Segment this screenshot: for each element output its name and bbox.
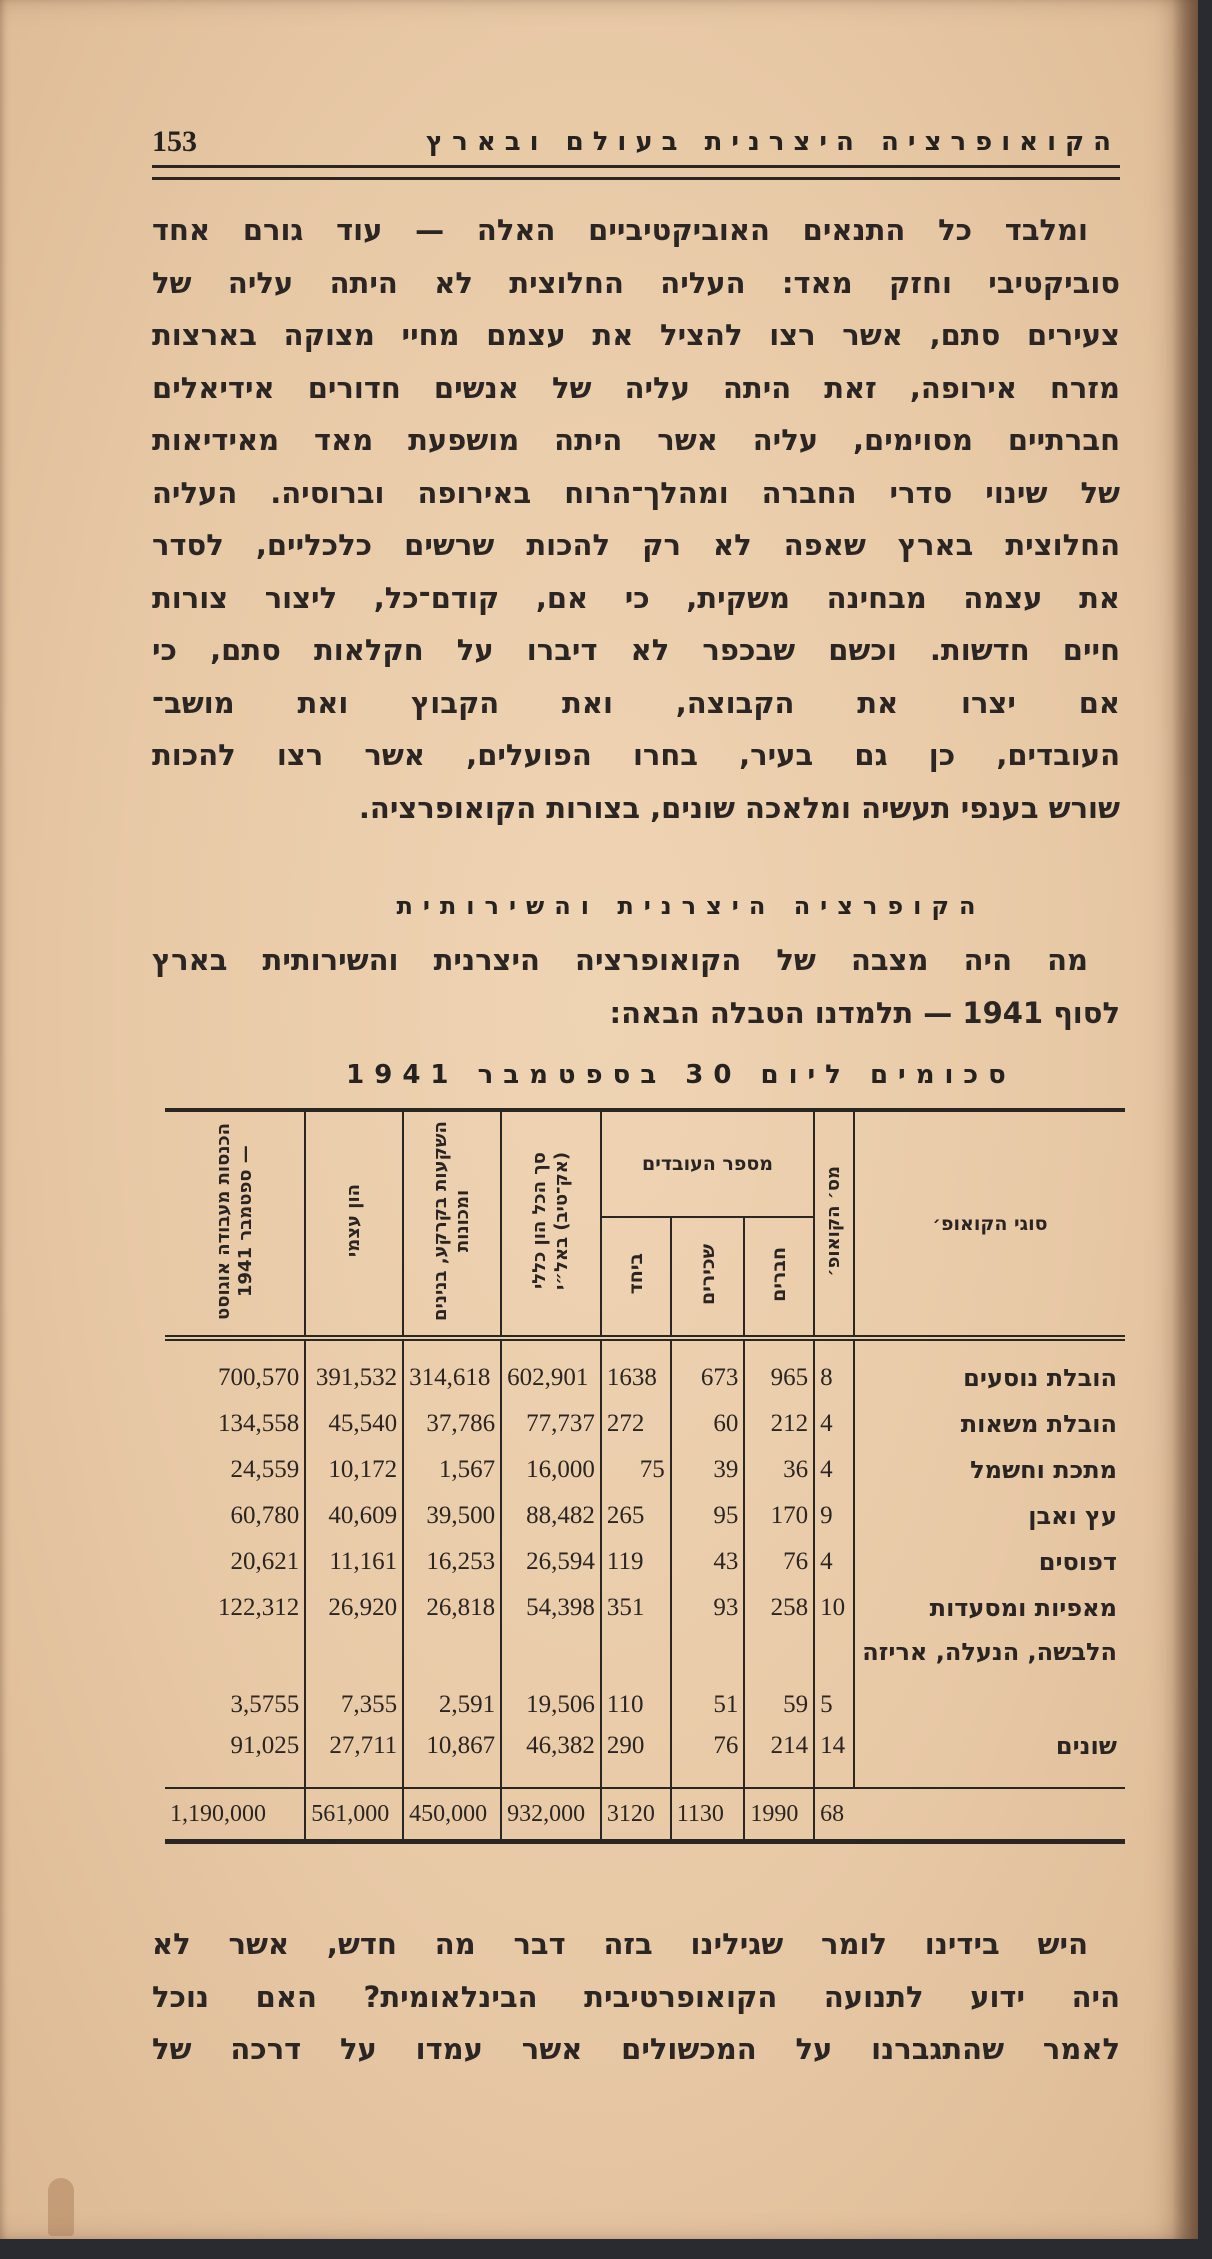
cell-hired: 673 <box>671 1338 745 1401</box>
cell-type: הובלת נוסעים <box>854 1338 1125 1401</box>
cell-income: 134,558 <box>218 1410 300 1437</box>
cell-count: 4 <box>814 1539 854 1585</box>
cell-total-capital: 19,506 <box>501 1631 601 1723</box>
table-row <box>165 1493 1125 1539</box>
cell-income: 700,570 <box>218 1364 300 1391</box>
cell-investments: 16,253 <box>403 1539 501 1585</box>
paragraph-2 <box>152 1918 1120 2076</box>
cell-total-capital: 46,382 <box>501 1723 601 1788</box>
section-title: הקופרציה היצרנית והשירותית <box>396 892 986 920</box>
cell-hired: 51 <box>671 1631 745 1723</box>
text-line: חיים חדשות. וכשם שבכפר לא דיברו על חקלאות סתם, כי <box>152 633 1120 667</box>
text-line: את עצמה מבחינה משקית, כי אם, קודם־כל, ליצור צורות <box>152 580 1120 615</box>
table-row <box>165 1723 1125 1788</box>
cell-type: הובלת משאות <box>854 1401 1125 1447</box>
header-rule <box>152 165 1120 180</box>
cell-total-workers: 119 <box>601 1539 671 1585</box>
cell-hired: 95 <box>671 1493 745 1539</box>
cell-income: 3,5755 <box>230 1691 300 1718</box>
cell-total-workers: 290 <box>601 1723 671 1788</box>
cell-own-capital: 10,172 <box>305 1447 403 1493</box>
cell-total-capital: 602,901 <box>501 1338 601 1401</box>
table-row <box>165 1401 1125 1447</box>
cell-income: 91,025 <box>230 1732 300 1759</box>
cell-type: שונים <box>854 1723 1125 1788</box>
total-members: 1990 <box>744 1788 814 1842</box>
cell-total-workers: 265 <box>601 1493 671 1539</box>
total-income: 1,190,000 <box>165 1788 305 1842</box>
cell-hired: 93 <box>671 1585 745 1631</box>
header-total-capital: סך הכל הון כללי (אק־טיב) באל״י <box>501 1110 601 1338</box>
cell-own-capital: 45,540 <box>305 1401 403 1447</box>
cell-hired: 39 <box>671 1447 745 1493</box>
page-spine-shadow <box>1172 0 1198 2239</box>
cell-members: 214 <box>744 1723 814 1788</box>
text-line: ומלבד כל התנאים האוביקטיביים האלה — עוד גורם אחד <box>152 213 1088 247</box>
cell-members: 212 <box>744 1401 814 1447</box>
totals-row <box>165 1788 1125 1842</box>
page-number: 153 <box>152 125 197 158</box>
text-line: היש בידינו לומר שגילינו בזה דבר מה חדש, אשר לא <box>152 1927 1088 1961</box>
cell-investments: 26,818 <box>403 1585 501 1631</box>
cell-count: 4 <box>814 1401 854 1447</box>
cell-type: דפוסים <box>854 1539 1125 1585</box>
header-count: מס׳ הקואופ׳ <box>814 1110 854 1338</box>
running-title: הקואופרציה היצרנית בעולם ובארץ <box>425 127 1120 157</box>
paper-stain <box>48 2178 74 2236</box>
header-own-capital: הון עצמי <box>305 1110 403 1338</box>
running-header <box>152 120 1120 164</box>
cell-total-capital: 88,482 <box>501 1493 601 1539</box>
cell-total-capital: 26,594 <box>501 1539 601 1585</box>
cell-total-workers: 272 <box>601 1401 671 1447</box>
cell-own-capital: 26,920 <box>305 1585 403 1631</box>
cell-members: 965 <box>744 1338 814 1401</box>
text-line: מה היה מצבה של הקואופרציה היצרנית והשירותית בארץ <box>152 943 1088 977</box>
cell-income: 60,780 <box>230 1502 300 1529</box>
table-row <box>165 1539 1125 1585</box>
cell-total-workers: 1638 <box>601 1338 671 1401</box>
table-row <box>165 1338 1125 1401</box>
cell-count: 8 <box>814 1338 854 1401</box>
header-type: סוגי הקואופ׳ <box>854 1110 1125 1338</box>
total-capital: 932,000 <box>501 1788 601 1842</box>
total-investments: 450,000 <box>403 1788 501 1842</box>
cell-type: מאפיות ומסעדות <box>854 1585 1125 1631</box>
cell-investments: 37,786 <box>403 1401 501 1447</box>
table-row <box>165 1447 1125 1493</box>
cell-income: 24,559 <box>230 1456 300 1483</box>
text-line: של שינוי סדרי החברה ומהלך־הרוח באירופה וברוסיה. העליה <box>152 475 1120 510</box>
cell-total-capital: 54,398 <box>501 1585 601 1631</box>
cell-type: מתכת וחשמל <box>854 1447 1125 1493</box>
text-line: אם יצרו את הקבוצה, ואת הקבוץ ואת מושב־ <box>152 685 1120 720</box>
cell-hired: 60 <box>671 1401 745 1447</box>
cell-members: 170 <box>744 1493 814 1539</box>
cell-investments: 39,500 <box>403 1493 501 1539</box>
total-own-capital: 561,000 <box>305 1788 403 1842</box>
table-caption: סכומים ליום 30 בספטמבר 1941 <box>346 1060 1016 1090</box>
cell-total-capital: 77,737 <box>501 1401 601 1447</box>
cooperatives-table <box>165 1108 1125 1844</box>
cell-income: 122,312 <box>218 1594 300 1621</box>
text-line: שורש בענפי תעשיה ומלאכה שונים, בצורות הקואופרציה. <box>358 790 1120 825</box>
cell-total-capital: 16,000 <box>501 1447 601 1493</box>
cell-own-capital: 7,355 <box>305 1631 403 1723</box>
cell-total-workers: 75 <box>601 1447 671 1493</box>
text-line: מזרח אירופה, זאת היתה עליה של אנשים חדורים אידיאלים <box>152 370 1120 405</box>
cell-own-capital: 391,532 <box>305 1338 403 1401</box>
cell-members: 59 <box>744 1631 814 1723</box>
header-hired: שכירים <box>671 1217 745 1338</box>
header-total-workers: ביחד <box>601 1217 671 1338</box>
cell-own-capital: 27,711 <box>305 1723 403 1788</box>
header-investments: השקעות בקרקע, בנינים ומכונות <box>403 1110 501 1338</box>
cell-hired: 76 <box>671 1723 745 1788</box>
cell-investments: 2,591 <box>403 1631 501 1723</box>
text-line: העובדים, כן גם בעיר, בחרו הפועלים, אשר רצו להכות <box>152 738 1120 772</box>
cell-count: 10 <box>814 1585 854 1631</box>
text-line: היה ידוע לתנועה הקואופרטיבית הבינלאומית? האם נוכל <box>152 1979 1120 2014</box>
cell-count: 5 <box>814 1631 854 1723</box>
cell-count: 14 <box>814 1723 854 1788</box>
cell-count: 4 <box>814 1447 854 1493</box>
cell-hired: 43 <box>671 1539 745 1585</box>
text-line: לסוף 1941 — תלמדנו הטבלה הבאה: <box>609 995 1120 1030</box>
cell-count: 9 <box>814 1493 854 1539</box>
cell-members: 258 <box>744 1585 814 1631</box>
cell-type: הלבשה, הנעלה, אריזה <box>854 1631 1125 1723</box>
section-intro <box>152 934 1120 1039</box>
total-count: 68 <box>814 1788 854 1842</box>
text-line: החלוצית בארץ שאפה לא רק להכות שרשים כלכליים, לסדר <box>152 528 1120 562</box>
paragraph-1 <box>152 204 1120 834</box>
text-line: חברתיים מסוימים, עליה אשר היתה מושפעת מאד מאידיאות <box>152 423 1120 457</box>
total-workers: 3120 <box>601 1788 671 1842</box>
cell-type: עץ ואבן <box>854 1493 1125 1539</box>
text-line: סוביקטיבי וחזק מאד: העליה החלוצית לא היתה עליה של <box>152 265 1120 300</box>
total-hired: 1130 <box>671 1788 745 1842</box>
table-row <box>165 1585 1125 1631</box>
cell-income: 20,621 <box>230 1548 300 1575</box>
header-income: הכנסות מעבודה אוגוסט — ספטמבר 1941 <box>165 1110 305 1338</box>
cell-members: 36 <box>744 1447 814 1493</box>
cell-own-capital: 11,161 <box>305 1539 403 1585</box>
cell-own-capital: 40,609 <box>305 1493 403 1539</box>
header-workers-group: מספר העובדים <box>601 1110 814 1217</box>
cell-type-empty <box>854 1788 1125 1842</box>
cell-investments: 314,618 <box>403 1338 501 1401</box>
cell-total-workers: 351 <box>601 1585 671 1631</box>
cell-investments: 10,867 <box>403 1723 501 1788</box>
cell-investments: 1,567 <box>403 1447 501 1493</box>
table-row <box>165 1631 1125 1723</box>
cell-total-workers: 110 <box>601 1631 671 1723</box>
text-line: לאמר שהתגברנו על המכשולים אשר עמדו על דרכה של <box>152 2032 1120 2066</box>
text-line: צעירים סתם, אשר רצו להציל את עצמם מחיי מצוקה בארצות <box>152 318 1120 352</box>
header-members: חברים <box>744 1217 814 1338</box>
cell-members: 76 <box>744 1539 814 1585</box>
